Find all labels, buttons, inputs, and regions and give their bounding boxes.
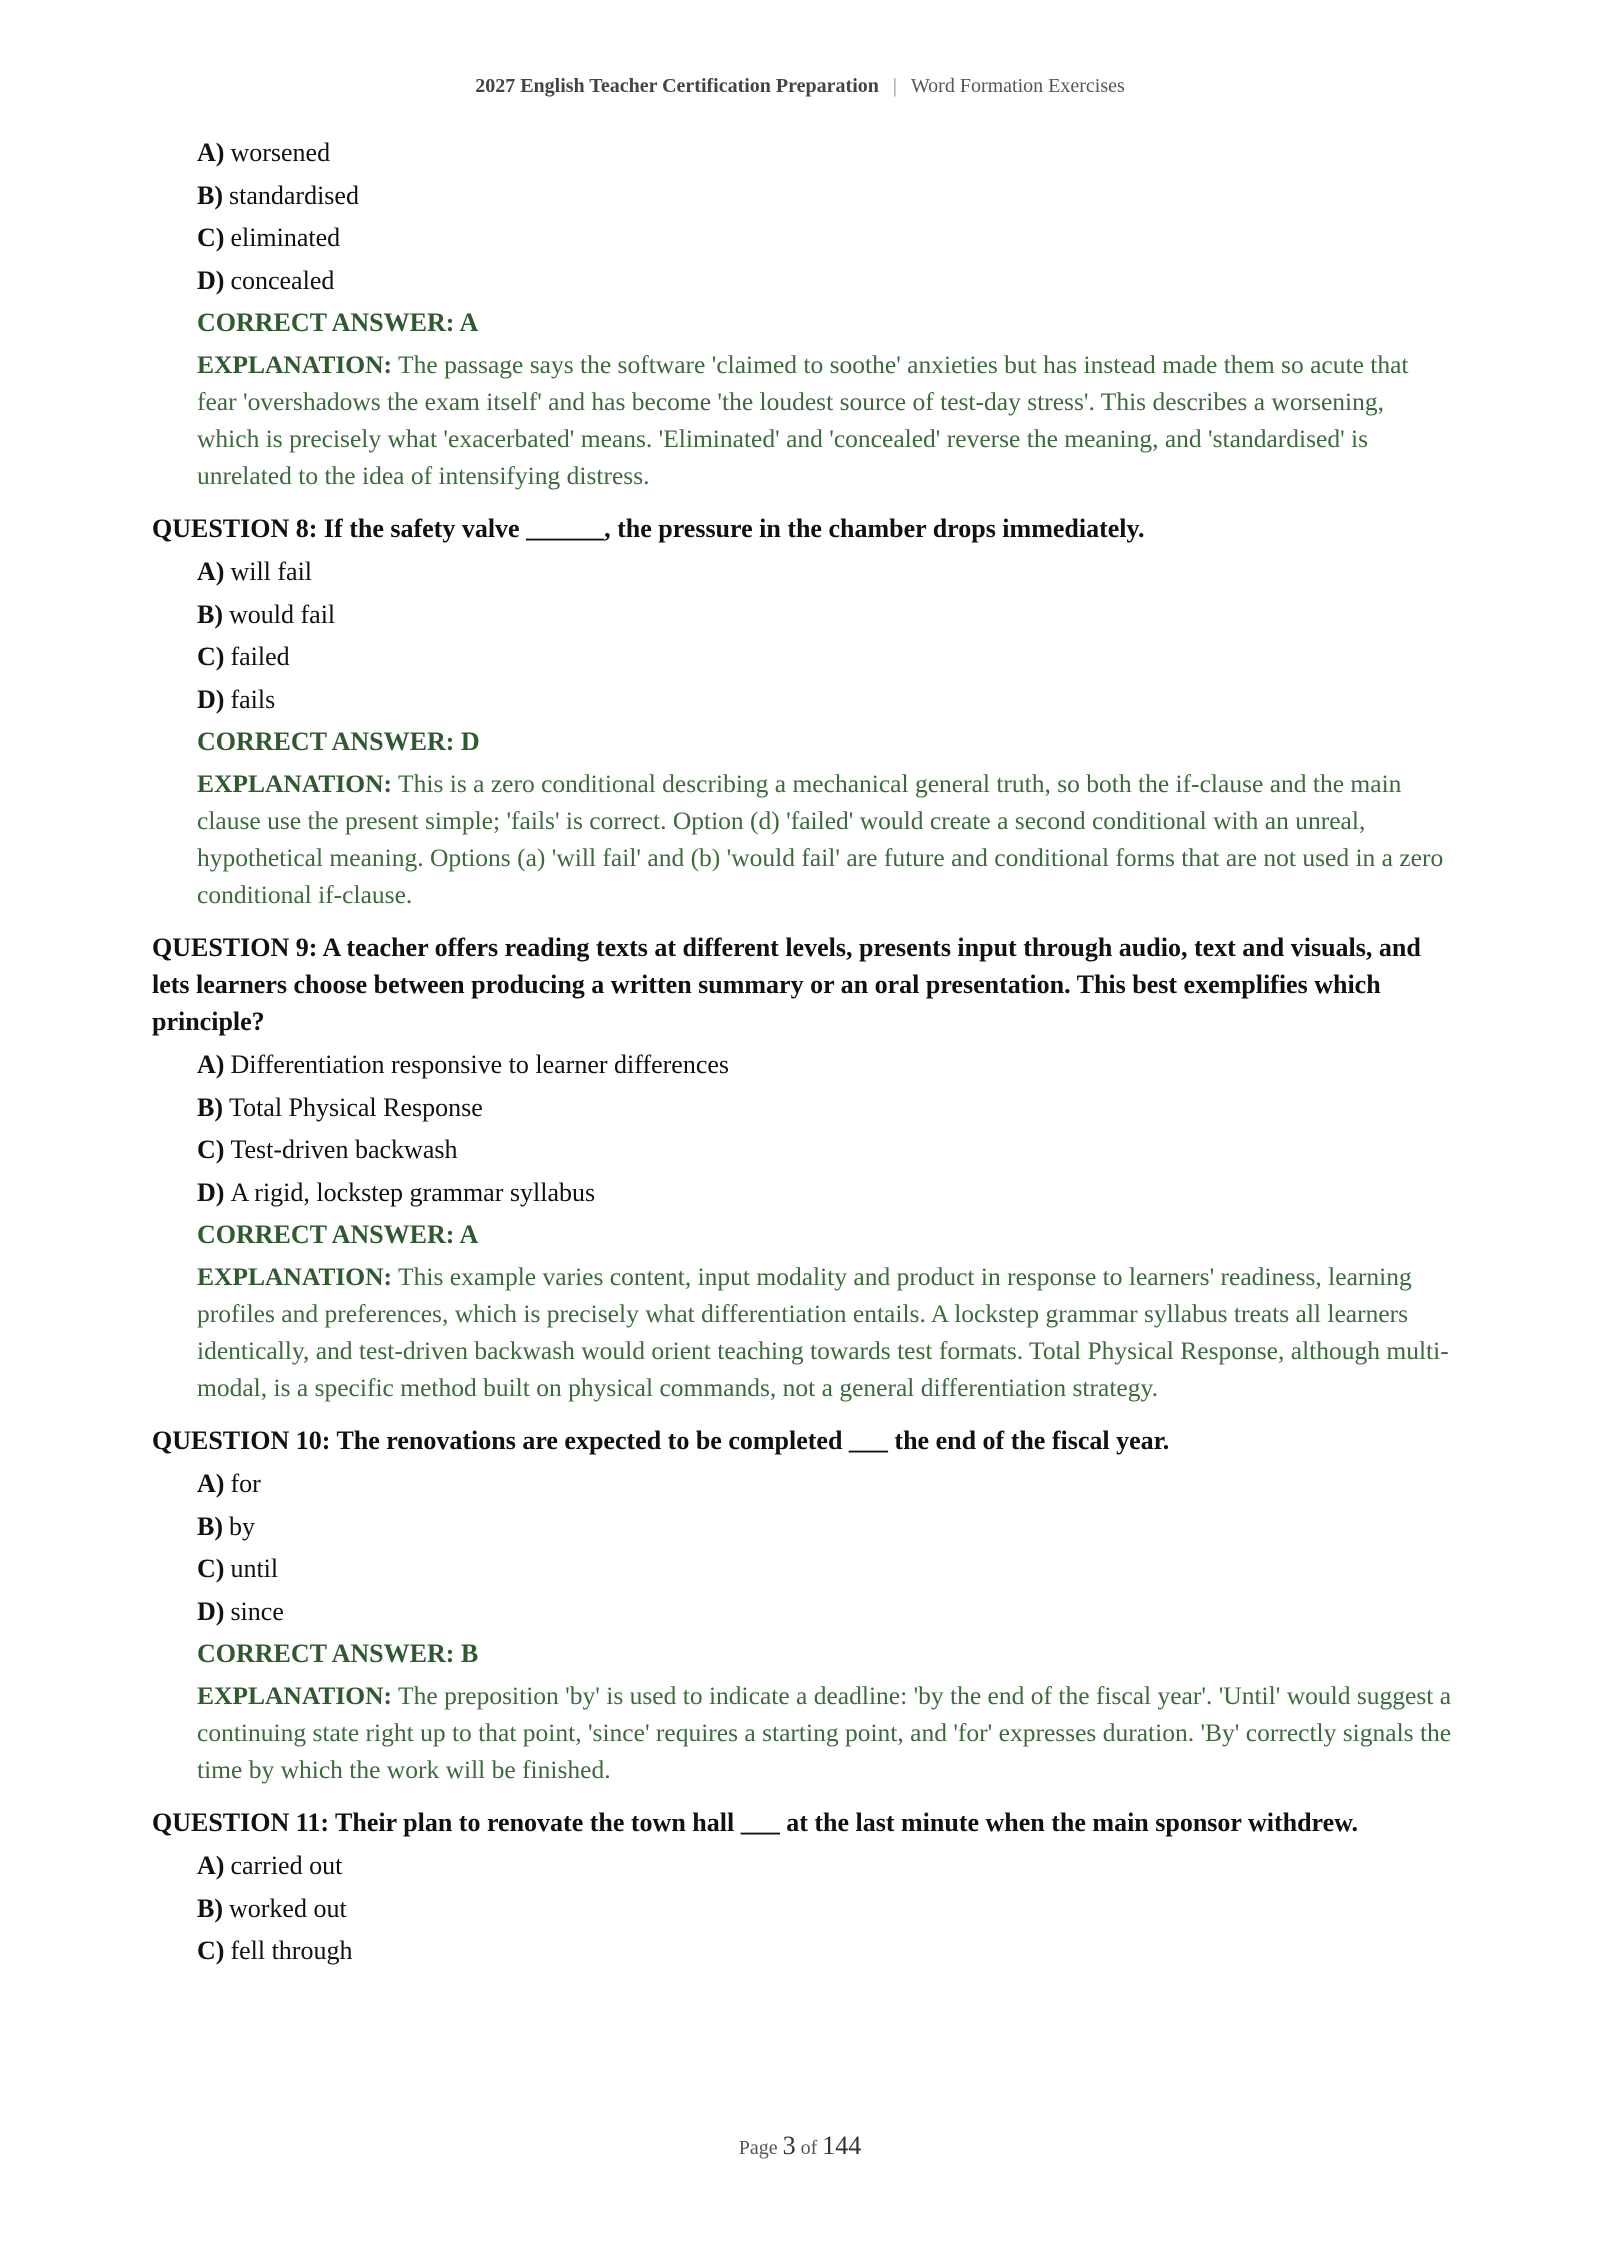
option-c — [197, 1550, 1452, 1587]
option-letter: B) — [197, 1893, 223, 1923]
question-stem — [152, 1422, 1452, 1459]
option-text: Differentiation responsive to learner differences — [230, 1050, 730, 1079]
option-text: fails — [230, 684, 276, 714]
option-c — [197, 638, 1452, 675]
option-letter: D) — [197, 265, 225, 295]
header-title: 2027 English Teacher Certification Preparation — [475, 75, 879, 97]
option-letter: D) — [197, 1177, 225, 1207]
option-d — [197, 1593, 1452, 1630]
option-letter: A) — [197, 1050, 225, 1079]
correct-answer-value: A — [459, 308, 479, 337]
option-text: until — [230, 1554, 279, 1583]
explanation-label: EXPLANATION: — [197, 769, 393, 798]
option-a — [197, 134, 1452, 171]
option-text: standardised — [229, 180, 359, 210]
question-number: QUESTION 8: — [152, 514, 318, 543]
option-b — [197, 177, 1452, 214]
option-b — [197, 1890, 1452, 1927]
question-stem — [152, 510, 1452, 547]
header-section: Word Formation Exercises — [910, 75, 1125, 97]
option-c — [197, 1131, 1452, 1168]
question-9 — [152, 929, 1452, 1406]
option-list — [152, 1847, 1452, 1969]
explanation — [152, 765, 1452, 913]
option-text: Total Physical Response — [229, 1092, 483, 1122]
option-text: for — [230, 1469, 261, 1498]
explanation-text: The passage says the software 'claimed to soothe' anxieties but has instead made them so acute that fear 'overshadows the exam itself' and has become 'the loudest source of test-day stress'. This describes a worsening, which is precisely what 'exacerbated' means. 'Eliminated' and 'concealed' reverse the meaning, and 'standardised' is unrelated to the idea of intensifying distress. — [197, 350, 1409, 490]
explanation-text: The preposition 'by' is used to indicate a deadline: 'by the end of the fiscal year'. 'Until' would suggest a continuing state right up to that point, 'since' requires a starting point, and 'for' expresses duration. 'By' correctly signals the time by which the work will be finished. — [197, 1681, 1452, 1784]
option-letter: D) — [197, 684, 225, 714]
question-number: QUESTION 9: — [152, 933, 318, 962]
correct-answer — [152, 1216, 1452, 1253]
option-text: concealed — [230, 265, 335, 295]
option-letter: A) — [197, 1851, 225, 1880]
option-letter: C) — [197, 1936, 225, 1965]
question-text: Their plan to renovate the town hall ___ at the last minute when the main sponsor withdrew. — [335, 1808, 1359, 1837]
question-8 — [152, 510, 1452, 913]
option-letter: B) — [197, 599, 223, 629]
option-d — [197, 1174, 1452, 1211]
correct-answer-value: A — [459, 1220, 479, 1249]
option-text: fell through — [230, 1936, 353, 1965]
option-b — [197, 1508, 1452, 1545]
correct-answer — [152, 1635, 1452, 1672]
option-letter: A) — [197, 1469, 225, 1498]
option-letter: C) — [197, 1554, 225, 1583]
question-text: A teacher offers reading texts at different levels, presents input through audio, text and visuals, and lets learners choose between producing a written summary or an oral presentation. This best exemplifies which principle? — [152, 933, 1421, 1036]
footer-current-page: 3 — [782, 2131, 796, 2160]
option-text: would fail — [229, 599, 336, 629]
explanation — [152, 1677, 1452, 1788]
option-letter: A) — [197, 138, 225, 167]
option-letter: C) — [197, 1135, 225, 1164]
footer-page-word: Page — [738, 2137, 778, 2159]
page-content — [152, 134, 1452, 1975]
explanation-label: EXPLANATION: — [197, 1262, 393, 1291]
correct-answer-value: B — [460, 1639, 479, 1668]
question-text: The renovations are expected to be completed ___ the end of the fiscal year. — [336, 1426, 1170, 1455]
correct-answer — [152, 723, 1452, 760]
question-11 — [152, 1804, 1452, 1969]
option-b — [197, 596, 1452, 633]
option-text: eliminated — [230, 223, 341, 252]
option-a — [197, 1847, 1452, 1884]
question-stem — [152, 1804, 1452, 1841]
option-text: failed — [230, 642, 290, 671]
footer-of-word: of — [800, 2137, 818, 2159]
option-list — [152, 134, 1452, 299]
header-separator: | — [892, 75, 897, 97]
correct-answer-value: D — [460, 727, 480, 756]
correct-answer-label: CORRECT ANSWER: — [197, 727, 455, 756]
correct-answer-label: CORRECT ANSWER: — [197, 1639, 455, 1668]
option-text: worked out — [229, 1893, 347, 1923]
question-number: QUESTION 11: — [152, 1808, 329, 1837]
option-d — [197, 262, 1452, 299]
option-list — [152, 1046, 1452, 1211]
explanation-label: EXPLANATION: — [197, 1681, 393, 1710]
option-text: by — [229, 1511, 255, 1541]
option-a — [197, 1465, 1452, 1502]
correct-answer-label: CORRECT ANSWER: — [197, 1220, 455, 1249]
option-d — [197, 681, 1452, 718]
option-text: will fail — [230, 557, 313, 586]
option-list — [152, 553, 1452, 718]
explanation-label: EXPLANATION: — [197, 350, 393, 379]
footer-total-pages: 144 — [822, 2131, 862, 2160]
question-number: QUESTION 10: — [152, 1426, 331, 1455]
option-text: carried out — [230, 1851, 343, 1880]
question-continued — [152, 134, 1452, 494]
explanation-text: This is a zero conditional describing a mechanical general truth, so both the if-clause and the main clause use the present simple; 'fails' is correct. Option (d) 'failed' would create a second conditional with an unreal, hypothetical meaning. Options (a) 'will fail' and (b) 'would fail' are future and conditional forms that are not used in a zero conditional if-clause. — [197, 769, 1444, 909]
option-b — [197, 1089, 1452, 1126]
option-letter: B) — [197, 1092, 223, 1122]
option-text: A rigid, lockstep grammar syllabus — [230, 1177, 596, 1207]
option-a — [197, 553, 1452, 590]
option-list — [152, 1465, 1452, 1630]
explanation — [152, 346, 1452, 494]
question-10 — [152, 1422, 1452, 1788]
option-letter: C) — [197, 642, 225, 671]
option-letter: A) — [197, 557, 225, 586]
page-header — [0, 75, 1600, 98]
option-letter: B) — [197, 1511, 223, 1541]
option-letter: C) — [197, 223, 225, 252]
option-letter: B) — [197, 180, 223, 210]
correct-answer — [152, 304, 1452, 341]
option-text: Test-driven backwash — [230, 1135, 458, 1164]
page-footer — [0, 2131, 1600, 2161]
explanation — [152, 1258, 1452, 1406]
option-letter: D) — [197, 1596, 225, 1626]
correct-answer-label: CORRECT ANSWER: — [197, 308, 455, 337]
option-c — [197, 219, 1452, 256]
option-a — [197, 1046, 1452, 1083]
explanation-text: This example varies content, input modality and product in response to learners' readiness, learning profiles and preferences, which is precisely what differentiation entails. A lockstep grammar syllabus treats all learners identically, and test-driven backwash would orient teaching towards test formats. Total Physical Response, although multi-modal, is a specific method built on physical commands, not a general differentiation strategy. — [197, 1262, 1449, 1402]
option-text: worsened — [230, 138, 331, 167]
question-stem — [152, 929, 1452, 1040]
option-c — [197, 1932, 1452, 1969]
question-text: If the safety valve ______, the pressure in the chamber drops immediately. — [323, 514, 1145, 543]
option-text: since — [230, 1596, 284, 1626]
